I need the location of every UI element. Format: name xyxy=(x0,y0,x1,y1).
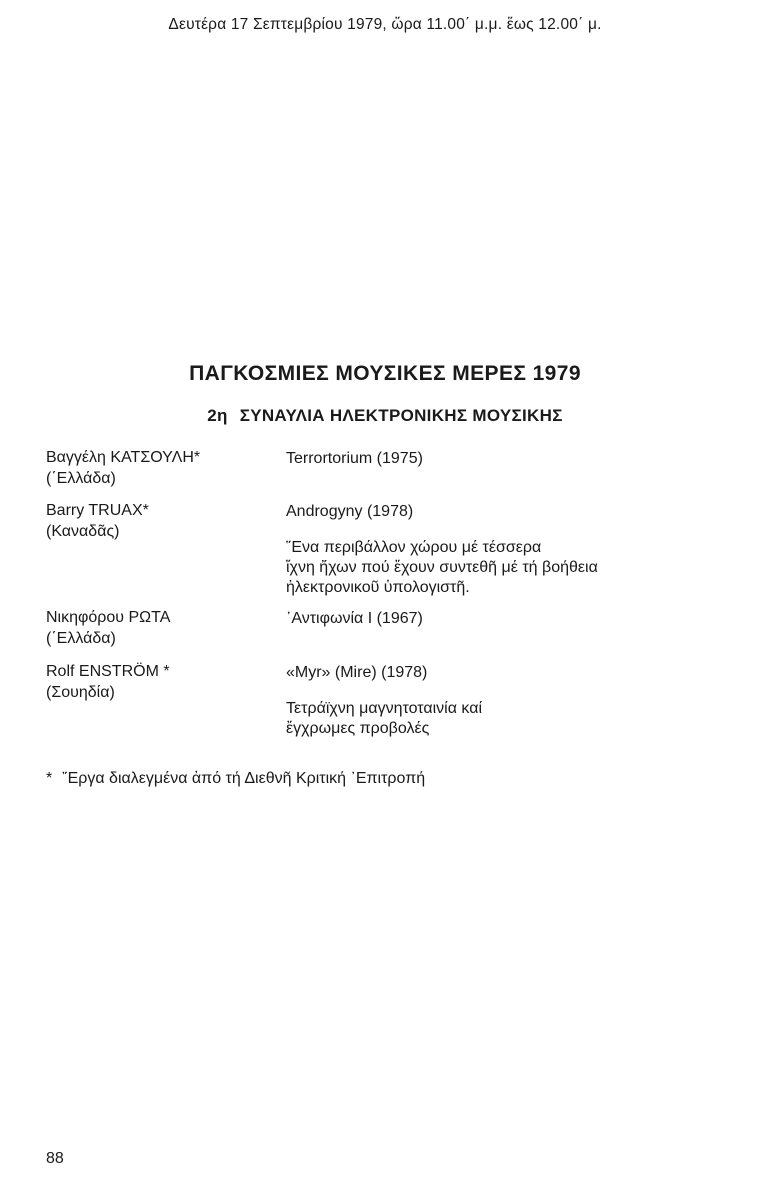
work-description-line: ἠλεκτρονικοῦ ὑπολογιστῆ. xyxy=(286,579,470,596)
concert-subtitle-text: ΣΥΝΑΥΛΙΑ ΗΛΕΚΤΡΟΝΙΚΗΣ ΜΟΥΣΙΚΗΣ xyxy=(239,406,563,425)
work-title: ᾿Αντιφωνία Ι (1967) xyxy=(286,610,423,627)
concert-date-line: Δευτέρα 17 Σεπτεμβρίου 1979, ὥρα 11.00΄ μ.μ. ἕως 12.00΄ μ. xyxy=(168,16,602,33)
page-title: ΠΑΓΚΟΣΜΙΕΣ ΜΟΥΣΙΚΕΣ ΜΕΡΕΣ 1979 xyxy=(189,362,581,385)
footnote-marker: * xyxy=(46,770,53,787)
work-title: «Myr» (Mire) (1978) xyxy=(286,664,428,681)
work-title: Androgyny (1978) xyxy=(286,503,414,520)
work-description-line: Τετράϊχνη μαγνητοταινία καί xyxy=(286,700,483,717)
composer-block xyxy=(46,500,276,542)
composer-name: Barry TRUAX* xyxy=(46,502,149,519)
composer-block xyxy=(46,607,276,649)
composer-name: Rolf ENSTRÖM * xyxy=(46,663,170,680)
work-description-line: ῞Ενα περιβάλλον χώρου μέ τέσσερα xyxy=(286,539,542,556)
concert-subtitle xyxy=(0,406,770,426)
composer-name: Νικηφόρου ΡΩΤΑ xyxy=(46,609,171,626)
work-block xyxy=(286,502,746,598)
composer-country: (΄Ελλάδα) xyxy=(46,630,116,647)
composer-name: Βαγγέλη ΚΑΤΣΟΥΛΗ* xyxy=(46,449,201,466)
composer-country: (Καναδᾶς) xyxy=(46,523,120,540)
work-description xyxy=(286,699,746,739)
composer-block xyxy=(46,661,276,703)
work-block xyxy=(286,449,746,469)
work-description-line: ἔγχρωμες προβολές xyxy=(286,720,430,737)
work-block xyxy=(286,609,746,629)
footnote-text: ῎Εργα διαλεγμένα ἀπό τή Διεθνῆ Κριτική ᾿Επιτροπή xyxy=(62,770,426,787)
work-title: Terrortorium (1975) xyxy=(286,450,423,467)
concert-number: 2η xyxy=(207,406,228,425)
page-number: 88 xyxy=(46,1150,64,1167)
work-block xyxy=(286,663,746,739)
footnote xyxy=(46,770,425,788)
composer-block xyxy=(46,447,276,489)
work-description xyxy=(286,538,746,598)
composer-country: (Σουηδία) xyxy=(46,684,115,701)
composer-country: (΄Ελλάδα) xyxy=(46,470,116,487)
work-description-line: ἴχνη ἤχων πού ἔχουν συντεθῆ μέ τή βοήθεια xyxy=(286,559,598,576)
